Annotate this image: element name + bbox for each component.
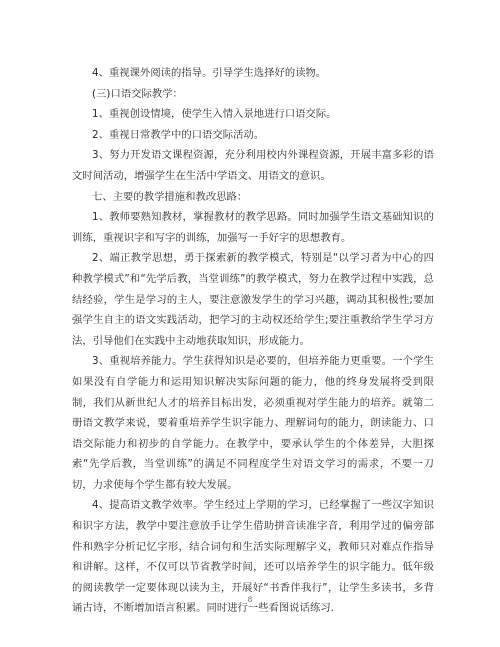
section-heading: 七、主要的教学措施和教改思路： [92,190,248,203]
paragraph: 4、重视课外阅读的指导。引导学生选择好的读物。 [92,67,327,79]
paragraph: 2、端正教学思想，勇于探索新的教学模式，特别是“以学习者为中心的四种教学模式”和“先学后教，当堂训练”的教学模式，努力在教学过程中实践，总结经验，学生是学习的主人，要注意激发学生的学习兴趣，调动其积极性;要加强学生自主的语文实践活动，把学习的主动权还给学生;要注重教给学生学习方法，引导他们在实践中主动地获取知识，形成能力。 [72,252,434,347]
document-body [72,63,434,619]
paragraph: 3、重视培养能力。学生获得知识是必要的，但培养能力更重要。一个学生如果没有自学能力和运用知识解决实际问题的能力，他的终身发展将受到限制，我们从新世纪人才的培养目标出发，必须重视对学生能力的培养。就第二册语文教学来说，要着重培养学生识字能力、理解词句的能力，朗读能力、口语交际能力和初步的自学能力。在教学中，要承认学生的个体差异，大胆探索“先学后教，当堂训练”的满足不同程度学生对语文学习的需求，不要一刀切，力求使每个学生都有较大发展。 [72,355,434,491]
section-heading: (三)口语交际教学： [92,87,183,100]
paragraph: 1、教师要熟知教材，掌握教材的教学思路。同时加强学生语文基础知识的训练，重视识字和写字的训练，加强写一手好字的思想教育。 [72,211,434,244]
paragraph: 1、重视创设情境，使学生入情入景地进行口语交际。 [92,108,337,121]
page-number: 8 [247,596,253,604]
paragraph: 2、重视日常教学中的口语交际活动。 [92,128,265,141]
paragraph: 3、努力开发语文课程资源，充分利用校内外课程资源，开展丰富多彩的语文时间活动，增强学生在生活中学语文、用语文的意识。 [72,149,434,182]
paragraph: 4、提高语文教学效率。学生经过上学期的学习，已经掌握了一些汉字知识和识字方法，教学中要注意放手让学生借助拼音读准字音，利用学过的偏旁部件和熟字分析记忆字形，结合词句和生活实际理解字义，教师只对难点作指导和讲解。这样，不仅可以节省教学时间，还可以培养学生的识字能力。低年级的阅读教学一定要体现以读为主，开展好“书香伴我行”，让学生多读书，多背诵古诗，不断增加语言积累。同时进行一些看图说话练习. [72,499,434,615]
